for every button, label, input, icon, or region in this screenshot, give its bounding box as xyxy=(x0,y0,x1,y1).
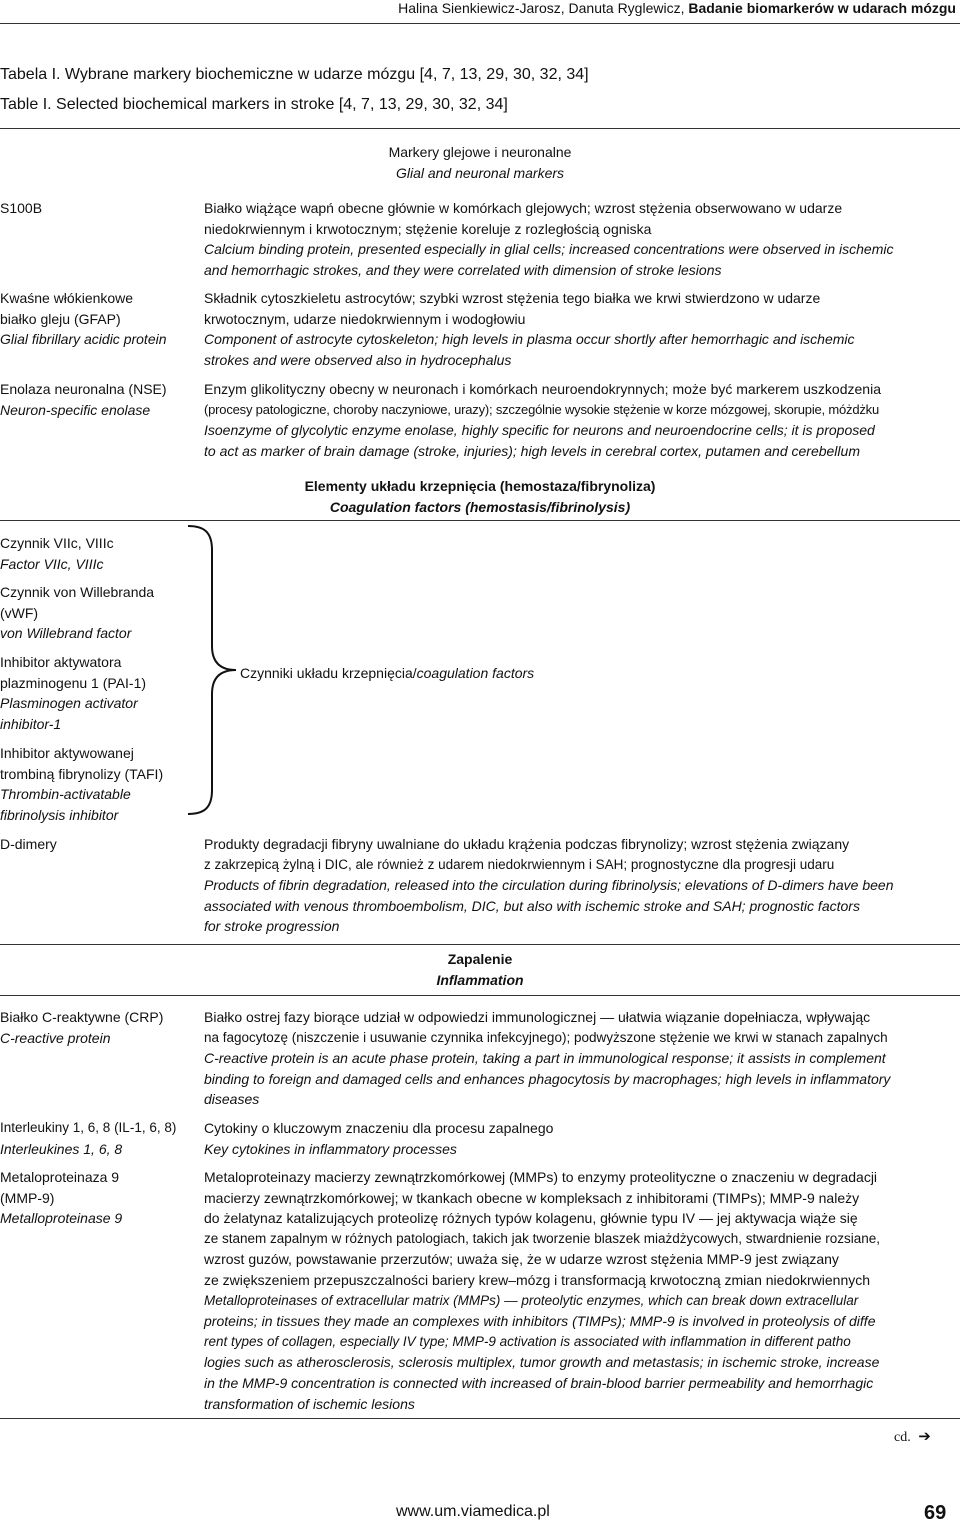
desc-line: associated with venous thromboembolism, DIC, but also with ischemic stroke and SAH; prognostic factors xyxy=(204,897,860,914)
name-line: Czynnik VIIc, VIIIc xyxy=(0,535,114,551)
crp-name xyxy=(0,1007,196,1048)
desc-line: Isoenzyme of glycolytic enzyme enolase, highly specific for neurons and neuroendocrine cells; it is proposed xyxy=(204,422,875,439)
desc-line: ze zwiększeniem przepuszczalności bariery krew–mózg i transformacją krwotoczną zmian niedokrwiennych xyxy=(204,1271,871,1288)
desc-line: to act as marker of brain damage (stroke, injuries); high levels in cerebral cortex, putamen and cerebellum xyxy=(204,442,860,459)
desc-line: logies such as atherosclerosis, sclerosis multiplex, tumor growth and metastasis; in ischemic stroke, increase xyxy=(204,1354,880,1371)
name-line: Inhibitor aktywowanej xyxy=(0,745,134,761)
coag-desc-pl: Czynniki układu krzepnięcia/ xyxy=(240,665,417,681)
name-line: Inhibitor aktywatora xyxy=(0,654,122,670)
name-line: Enolaza neuronalna (NSE) xyxy=(0,381,167,397)
il-name xyxy=(0,1118,196,1159)
desc-line: na fagocytozę (niszczenie i usuwanie czynnika infekcyjnego); podwyższone stężenie we krwi w stanach zapalnych xyxy=(204,1029,888,1045)
desc-line: Cytokiny o kluczowym znaczeniu dla procesu zapalnego xyxy=(204,1120,554,1136)
header-rule xyxy=(0,23,960,24)
desc-line: krwotocznym, udarze niedokrwiennym i wodogłowiu xyxy=(204,310,526,327)
desc-line: Białko ostrej fazy biorące udział w odpowiedzi immunologicznej — ułatwia wiązanie dopełniacza, wpływając xyxy=(204,1009,871,1025)
factor-vii-name xyxy=(0,533,196,574)
coag-desc-en: coagulation factors xyxy=(416,665,535,681)
footer-url: www.um.viamedica.pl xyxy=(396,1503,550,1520)
name-line: Metaloproteinaza 9 xyxy=(0,1169,120,1185)
name-line: inhibitor-1 xyxy=(0,715,62,732)
name-line: Kwaśne włókienkowe xyxy=(0,290,134,306)
name-line: Thrombin-activatable xyxy=(0,786,131,803)
desc-line: in the MMP-9 concentration is connected with increased of brain-blood barrier permeability and hemorrhagic xyxy=(204,1374,874,1391)
section-glial-en: Glial and neuronal markers xyxy=(395,164,565,181)
name-line: Glial fibrillary acidic protein xyxy=(0,331,167,348)
desc-line: Component of astrocyte cytoskeleton; high levels in plasma occur shortly after hemorrhagic and ischemic xyxy=(204,331,855,348)
desc-line: diseases xyxy=(204,1091,260,1108)
desc-line: ze stanem zapalnym w różnych patologiach, takich jak tworzenie blaszek miażdżycowych, stwardnienie rozsiane, xyxy=(204,1230,881,1246)
vwf-name xyxy=(0,582,196,644)
desc-line: do żelatynaz katalizujących proteolizę różnych typów kolagenu, głównie typu IV — jej aktywacja wiąże się xyxy=(204,1210,858,1227)
name-line: białko gleju (GFAP) xyxy=(0,310,121,327)
desc-line: wzrost guzów, powstawanie przerzutów; uważa się, że w udarze wzrost stężenia MMP-9 jest związany xyxy=(204,1251,839,1268)
pai-name xyxy=(0,652,196,734)
s100b-description xyxy=(204,198,956,280)
coag-factors-description xyxy=(240,663,534,684)
nse-name xyxy=(0,379,196,420)
ddimer-name xyxy=(0,834,196,855)
page-number: 69 xyxy=(924,1502,947,1524)
continued-marker xyxy=(894,1427,931,1446)
desc-line: macierzy zewnątrzkomórkowej; w tkankach obecne w kompleksach z inhibitorami (TIMPs); MMP-9 należy xyxy=(204,1189,860,1206)
name-line: fibrinolysis inhibitor xyxy=(0,806,119,823)
table-bottom-rule xyxy=(0,1418,960,1419)
name-line: Plasminogen activator xyxy=(0,695,138,712)
section-divider xyxy=(0,995,960,996)
desc-line: Składnik cytoszkieletu astrocytów; szybki wzrost stężenia tego białka we krwi stwierdzono w udarze xyxy=(204,290,821,306)
name-line: trombiną fibrynolizy (TAFI) xyxy=(0,765,164,782)
section-divider xyxy=(0,520,960,521)
section-divider xyxy=(0,944,960,945)
table-top-rule xyxy=(0,128,960,129)
desc-line: binding to foreign and damaged cells and enhances phagocytosis by macrophages; high levels in inflammatory xyxy=(204,1070,891,1087)
name-line: Metalloproteinase 9 xyxy=(0,1210,123,1227)
s100b-name xyxy=(0,198,196,219)
desc-line: Products of fibrin degradation, released into the circulation during fibrinolysis; elevations of D-dimers have been xyxy=(204,877,894,894)
name-line: Interleukines 1, 6, 8 xyxy=(0,1140,123,1157)
desc-line: proteins; in tissues they made an complexes with inhibitors (TIMPs); MMP-9 is involved in proteolysis of diffe xyxy=(204,1313,876,1330)
right-arrow-icon: ➔ xyxy=(918,1427,931,1445)
header-authors: Halina Sienkiewicz-Jarosz, Danuta Ryglewicz, xyxy=(398,0,689,16)
desc-line: for stroke progression xyxy=(204,918,340,935)
section-glial-heading xyxy=(0,142,960,183)
desc-line: strokes and were observed also in hydrocephalus xyxy=(204,351,512,368)
crp-description xyxy=(204,1007,956,1110)
section-inflam-en: Inflammation xyxy=(436,971,524,988)
desc-line: Calcium binding protein, presented especially in glial cells; increased concentrations were observed in ischemic xyxy=(204,241,894,258)
continued-label: cd. xyxy=(894,1430,911,1445)
table-caption-pl: Tabela I. Wybrane markery biochemiczne w udarze mózgu [4, 7, 13, 29, 30, 32, 34] xyxy=(0,66,589,83)
table-caption-en: Table I. Selected biochemical markers in stroke [4, 7, 13, 29, 30, 32, 34] xyxy=(0,96,508,113)
section-inflam-pl: Zapalenie xyxy=(447,951,513,967)
nse-description xyxy=(204,379,956,461)
desc-line: and hemorrhagic strokes, and they were correlated with dimension of stroke lesions xyxy=(204,261,722,278)
desc-line: Metaloproteinazy macierzy zewnątrzkomórkowej (MMPs) to enzymy proteolityczne o znaczeniu w degradacji xyxy=(204,1169,878,1185)
desc-line: C-reactive protein is an acute phase protein, taking a part in immunological response; it assists in complement xyxy=(204,1050,886,1067)
name-line: von Willebrand factor xyxy=(0,625,132,642)
name-line: Interleukiny 1, 6, 8 (IL-1, 6, 8) xyxy=(0,1120,177,1135)
name-line: D-dimery xyxy=(0,836,57,852)
mmp-description xyxy=(204,1167,956,1414)
desc-line: Enzym glikolityczny obecny w neuronach i komórkach neuroendokrynnych; może być markerem uszkodzenia xyxy=(204,381,881,397)
name-line: (MMP-9) xyxy=(0,1189,55,1206)
desc-line: Key cytokines in inflammatory processes xyxy=(204,1140,457,1157)
ddimer-description xyxy=(204,834,956,937)
running-header xyxy=(398,0,956,16)
right-brace-icon xyxy=(186,520,238,820)
header-title: Badanie biomarkerów w udarach mózgu xyxy=(688,0,956,16)
section-glial-pl: Markery glejowe i neuronalne xyxy=(388,144,572,160)
tafi-name xyxy=(0,743,196,825)
s100b-name-pl: S100B xyxy=(0,200,43,216)
gfap-description xyxy=(204,288,956,370)
name-line: Neuron-specific enolase xyxy=(0,401,151,418)
desc-line: (procesy patologiczne, choroby naczyniowe, urazy); szczególnie wysokie stężenie w korze mózgowej, skorupie, móżdżku xyxy=(204,401,879,417)
desc-line: transformation of ischemic lesions xyxy=(204,1395,415,1412)
il-description xyxy=(204,1118,956,1159)
name-line: C-reactive protein xyxy=(0,1029,111,1046)
name-line: Białko C-reaktywne (CRP) xyxy=(0,1009,164,1025)
name-line: plazminogenu 1 (PAI-1) xyxy=(0,674,147,691)
desc-line: Metalloproteinases of extracellular matrix (MMPs) — proteolytic enzymes, which can break down extracellular xyxy=(204,1292,859,1308)
desc-line: z zakrzepicą żylną i DIC, ale również z udarem niedokrwiennym i SAH; prognostyczne dla progresji udaru xyxy=(204,856,835,872)
name-line: (vWF) xyxy=(0,604,39,621)
mmp-name xyxy=(0,1167,196,1229)
desc-line: rent types of collagen, especially IV type; MMP-9 activation is associated with inflammation in different patho xyxy=(204,1333,851,1349)
section-coag-en: Coagulation factors (hemostasis/fibrinolysis) xyxy=(329,498,631,515)
desc-line: Produkty degradacji fibryny uwalniane do układu krążenia podczas fibrynolizy; wzrost stężenia związany xyxy=(204,836,850,852)
desc-line: Białko wiążące wapń obecne głównie w komórkach glejowych; wzrost stężenia obserwowano w udarze xyxy=(204,200,843,216)
section-inflam-heading xyxy=(0,949,960,990)
gfap-name xyxy=(0,288,196,350)
name-line: Czynnik von Willebranda xyxy=(0,584,155,600)
desc-line: niedokrwiennym i krwotocznym; stężenie koreluje z rozległością ogniska xyxy=(204,220,652,237)
name-line: Factor VIIc, VIIIc xyxy=(0,555,104,572)
section-coag-heading xyxy=(0,476,960,517)
section-coag-pl: Elementy układu krzepnięcia (hemostaza/fibrynoliza) xyxy=(304,478,656,494)
